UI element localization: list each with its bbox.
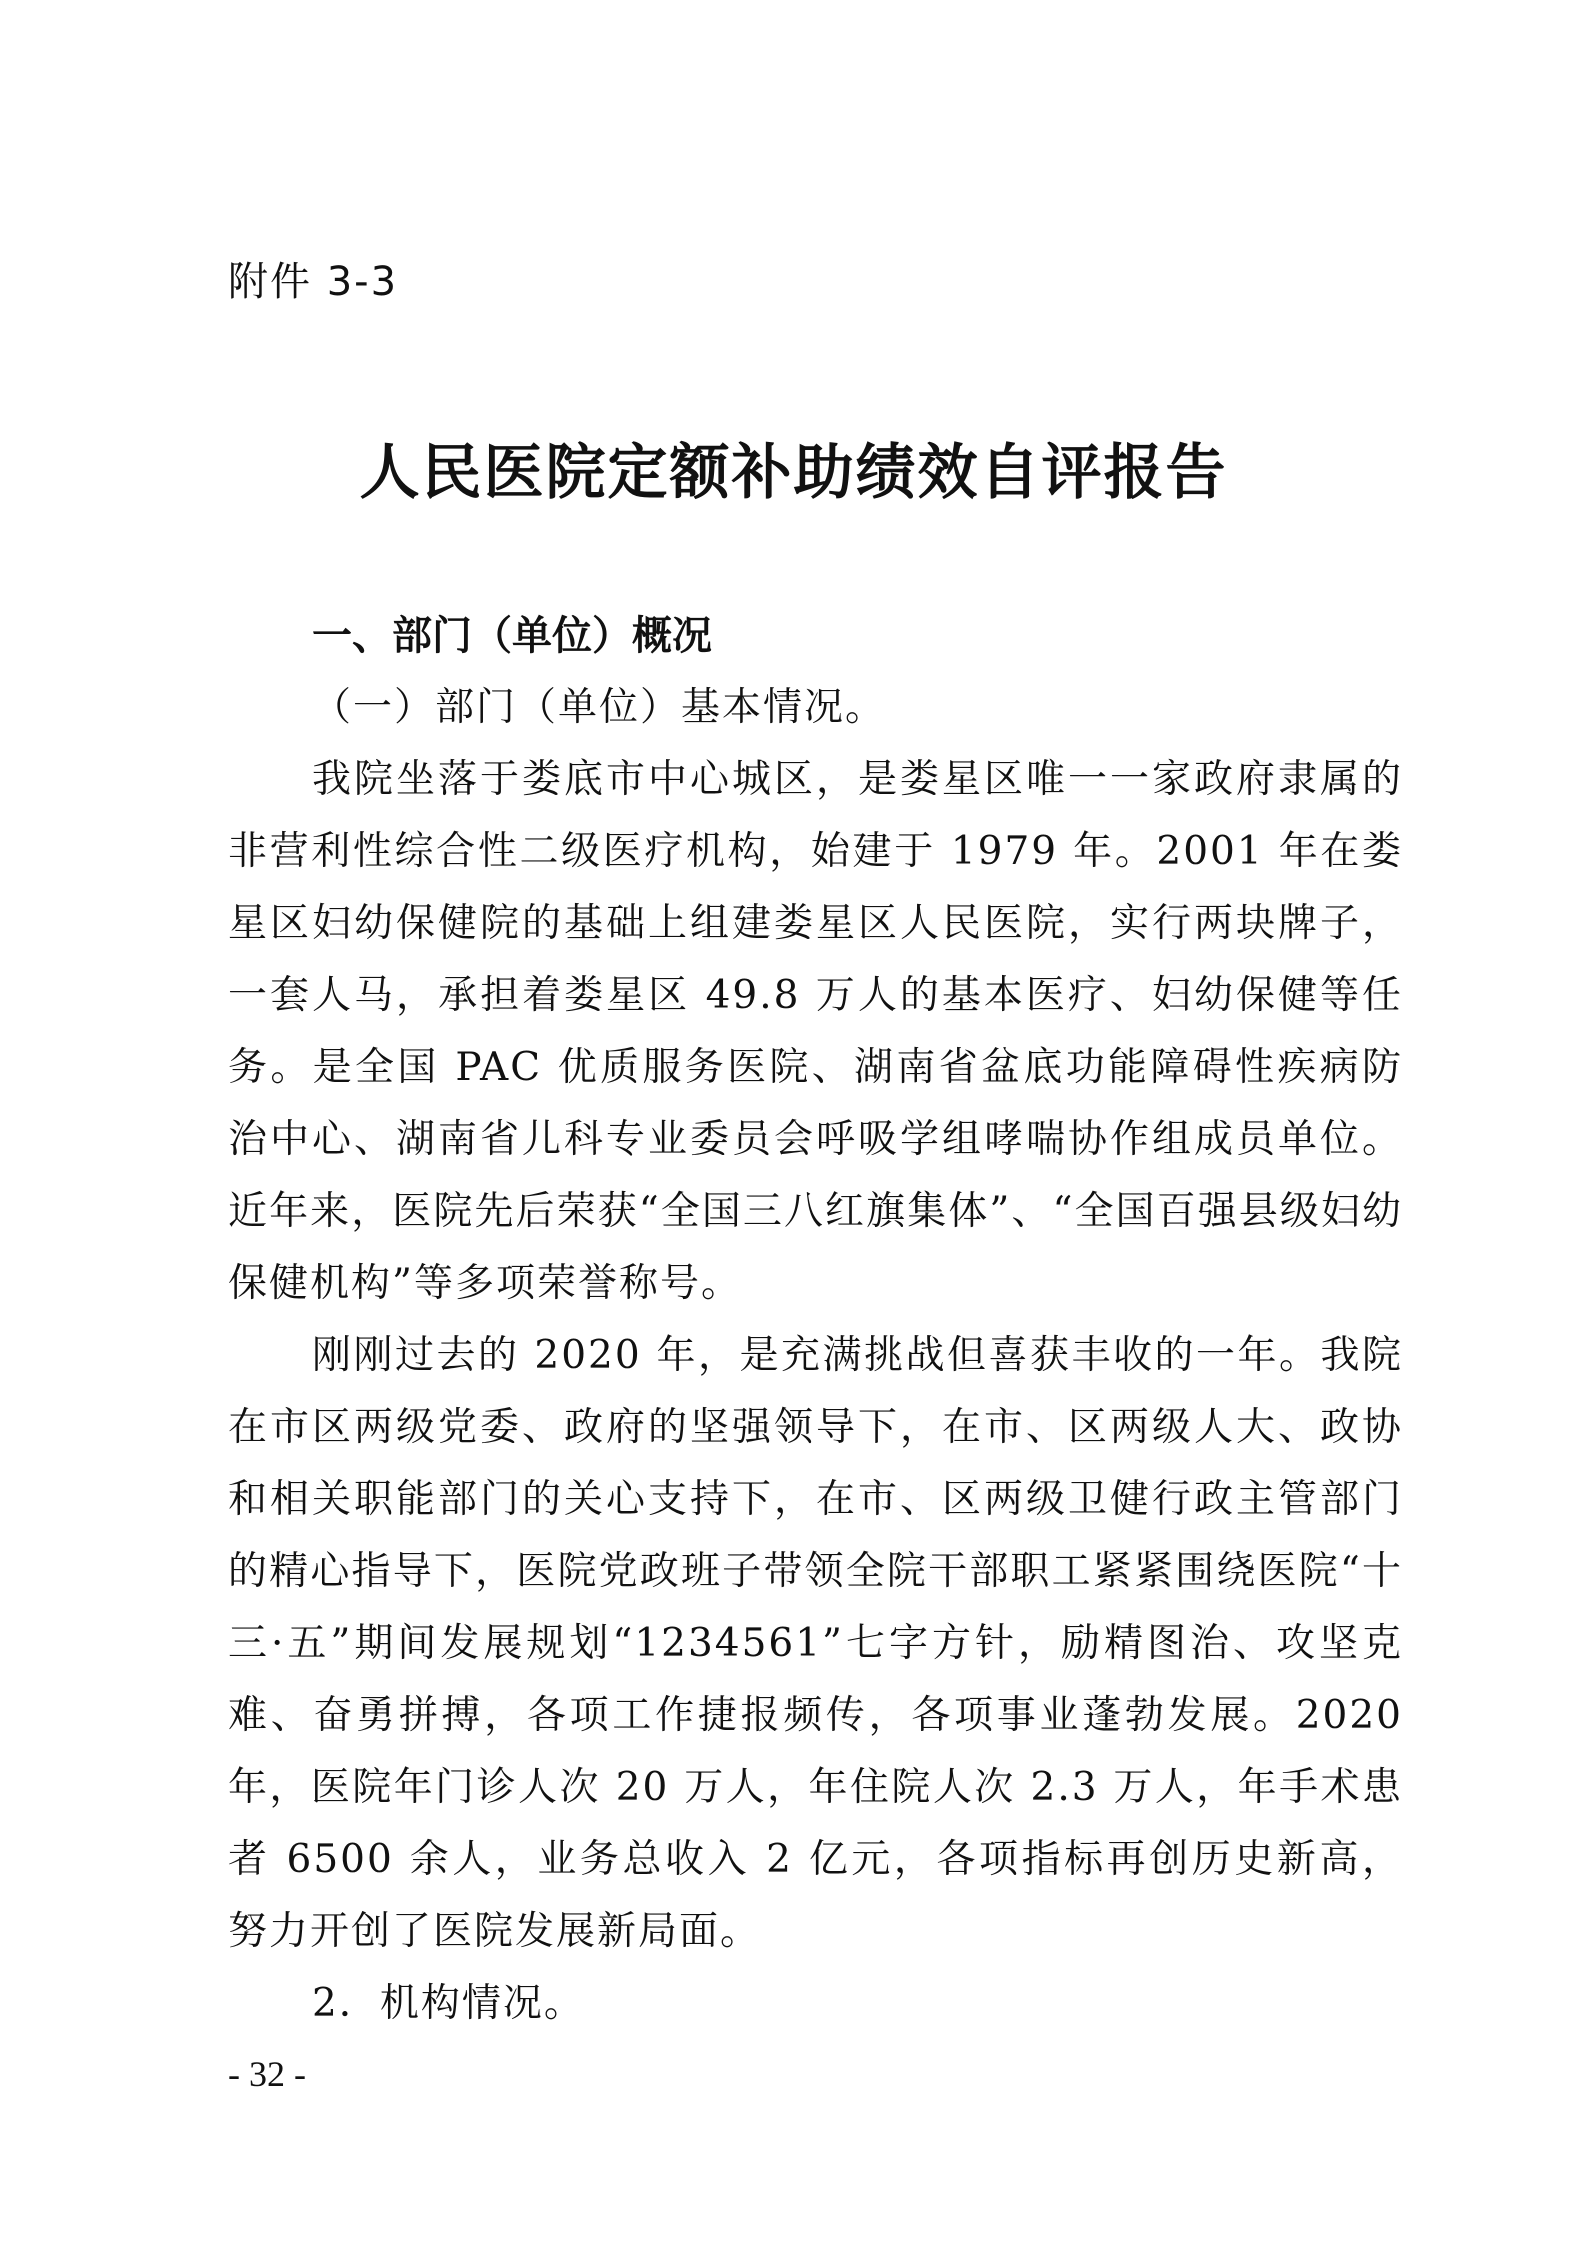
list-item-institution: 2．机构情况。 bbox=[312, 1981, 585, 2026]
paragraph-2020-summary: 刚刚过去的 2020 年，是充满挑战但喜获丰收的一年。我院在市区两级党委、政府的坚强领导下，在市、区两级人大、政协和相关职能部门的关心支持下，在市、区两级卫健行政主管部门的精心指导下，医院党政班子带领全院干部职工紧紧围绕医院“十三·五”期间发展规划“1234561”七字方针，励精图治、攻坚克难、奋勇拼搏，各项工作捷报频传，各项事业蓬勃发展。2020 年，医院年门诊人次 20 万人，年住院人次 2.3 万人，年手术患者 6500 余人，业务总收入 2 亿元，各项指标再创历史新高，努力开创了医院发展新局面。 bbox=[228, 1333, 1403, 1954]
paragraph-hospital-overview: 我院坐落于娄底市中心城区，是娄星区唯一一家政府隶属的非营利性综合性二级医疗机构，始建于 1979 年。2001 年在娄星区妇幼保健院的基础上组建娄星区人民医院，实行两块牌子，一套人马，承担着娄星区 49.8 万人的基本医疗、妇幼保健等任务。是全国 PAC 优质服务医院、湖南省盆底功能障碍性疾病防治中心、湖南省儿科专业委员会呼吸学组哮喘协作组成员单位。近年来，医院先后荣获“全国三八红旗集体”、“全国百强县级妇幼保健机构”等多项荣誉称号。 bbox=[228, 757, 1403, 1306]
page-number: - 32 - bbox=[228, 2054, 306, 2094]
document-body bbox=[228, 600, 1403, 2040]
document-title: 人民医院定额补助绩效自评报告 bbox=[359, 438, 1228, 509]
subsection-heading: （一）部门（单位）基本情况。 bbox=[312, 685, 887, 730]
attachment-label: 附件 3-3 bbox=[228, 259, 399, 305]
section-heading: 一、部门（单位）概况 bbox=[312, 613, 712, 659]
